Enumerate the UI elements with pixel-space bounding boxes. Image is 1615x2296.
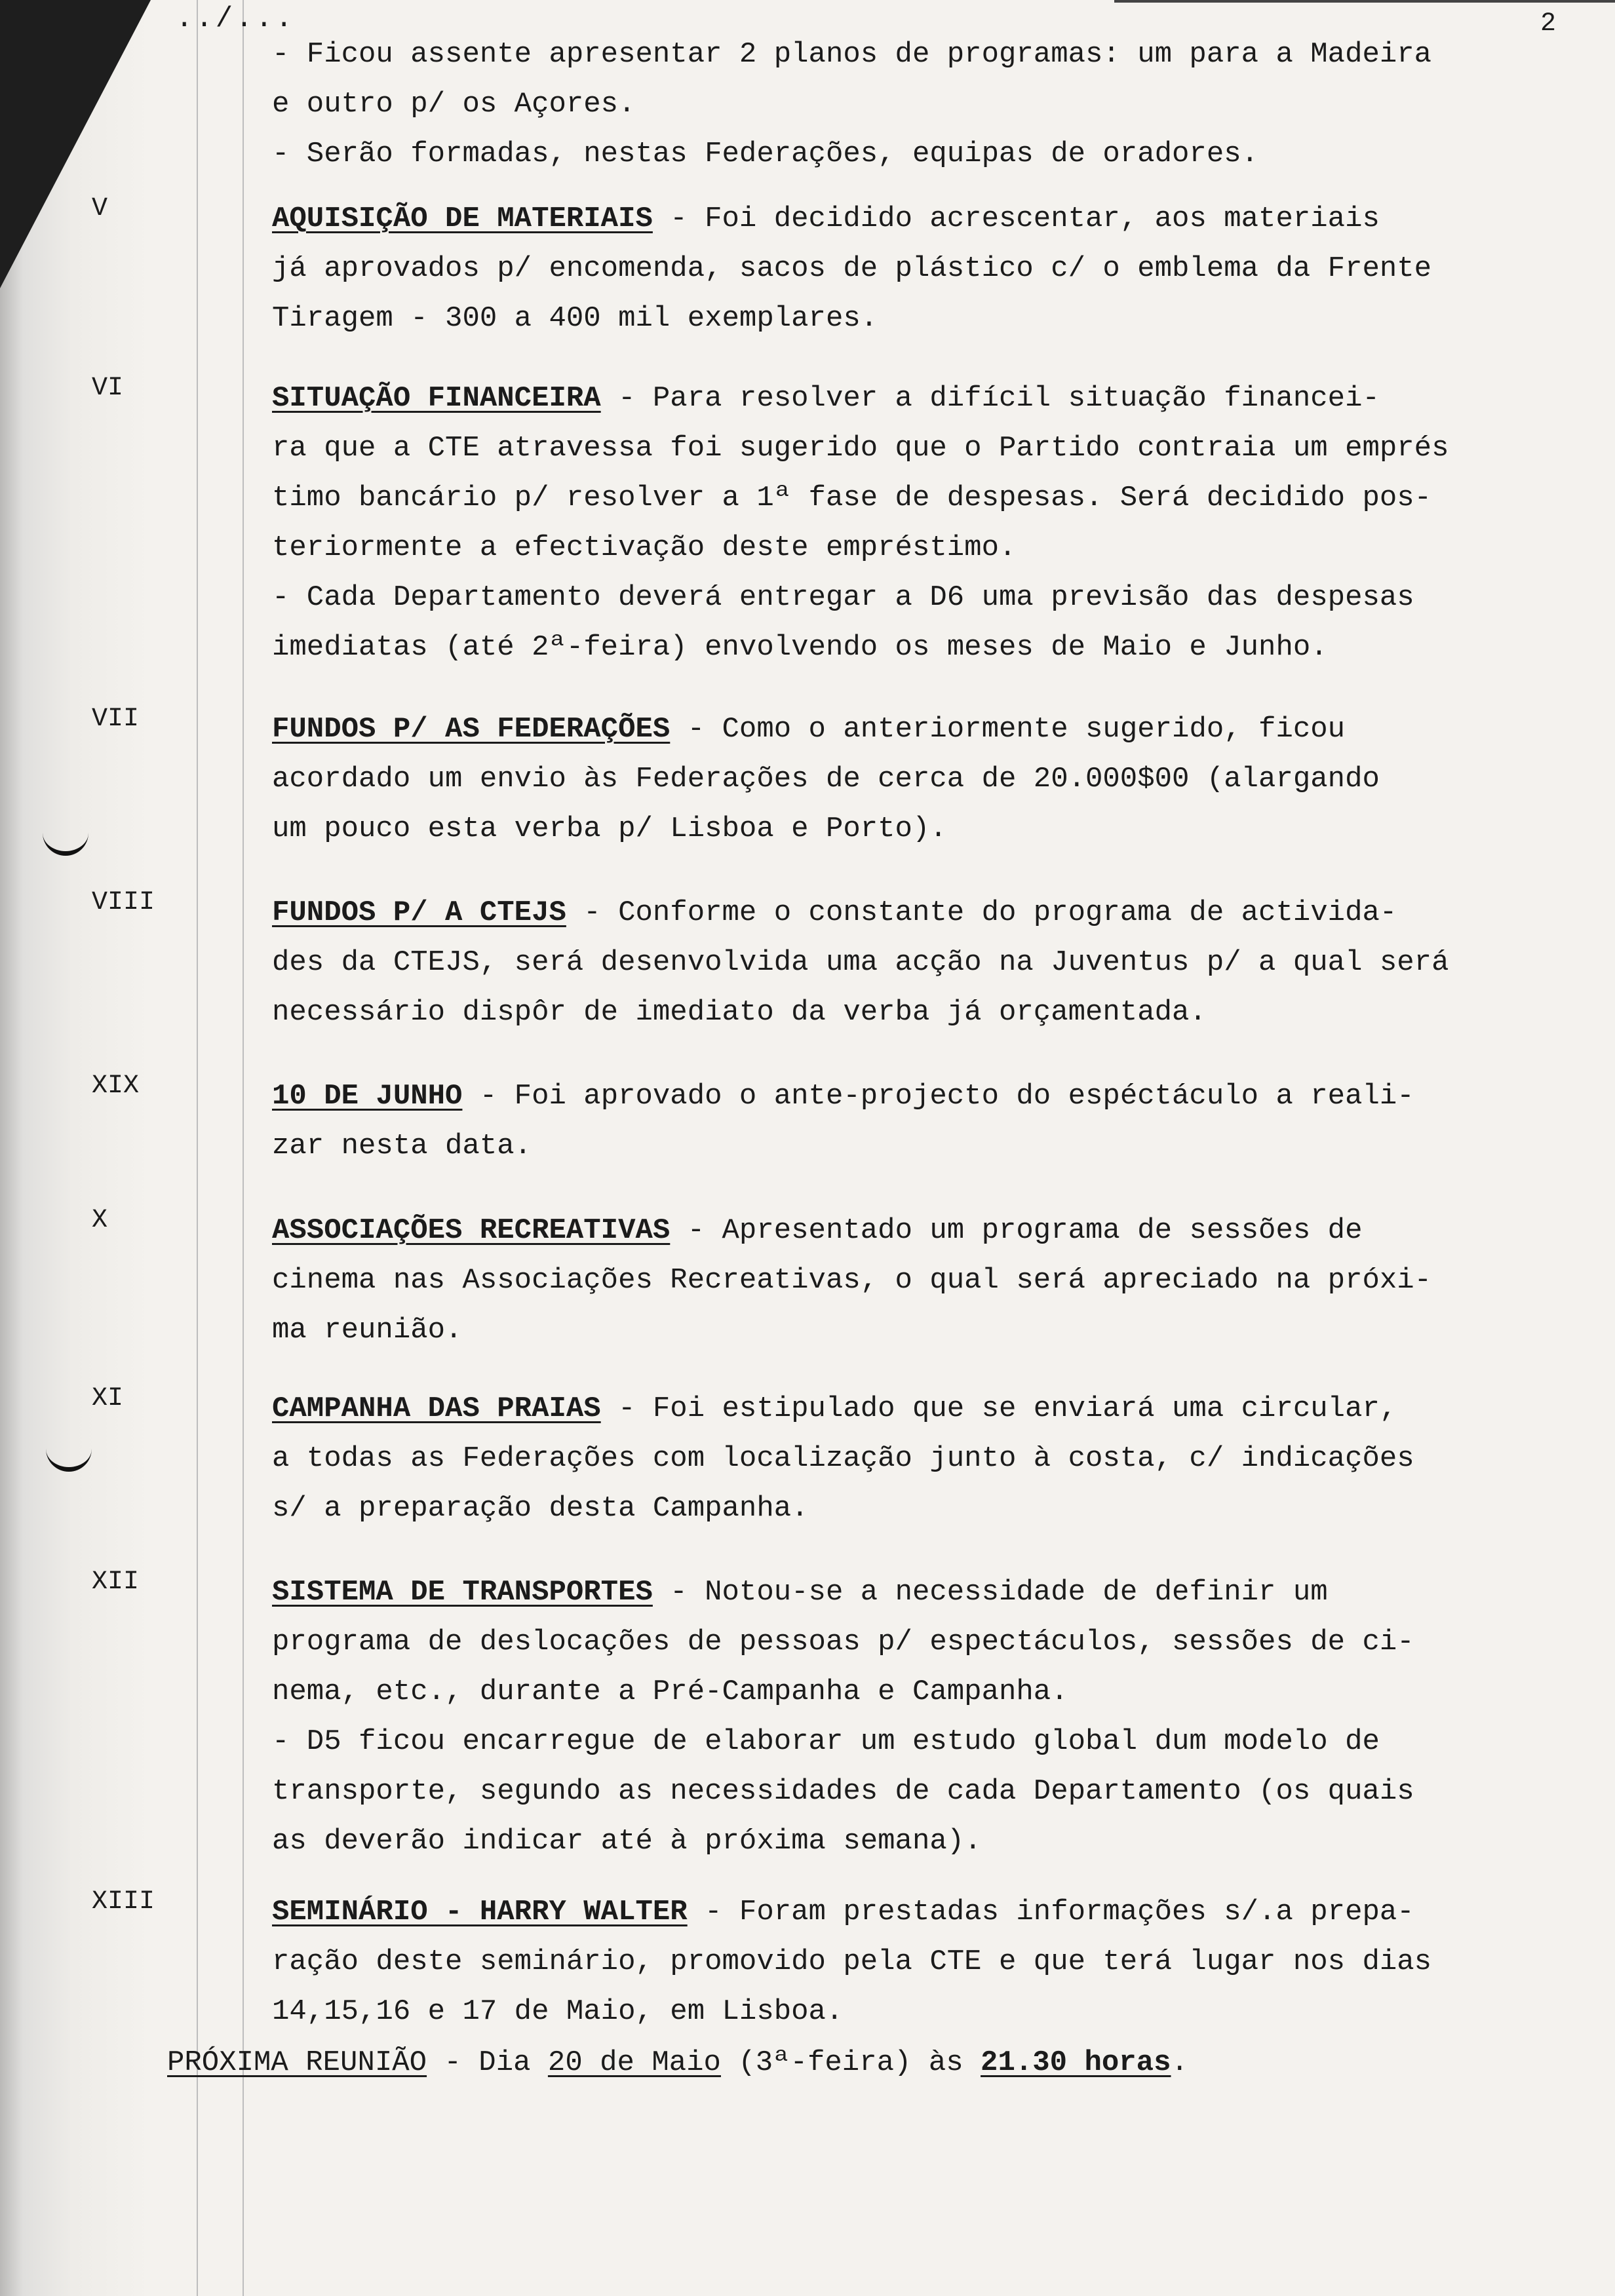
item-number: X [92,1206,108,1235]
item-title: FUNDOS P/ AS FEDERAÇÕES [272,713,671,746]
next-meeting-time: 21.30 horas [981,2046,1171,2079]
text-line: 14,15,16 e 17 de Maio, em Lisboa. [272,1995,844,2028]
text-line: - Dia [427,2046,548,2079]
text-line: - Foram prestadas informações s/.a prepa- [687,1896,1414,1928]
text-line: - Como o anteriormente sugerido, ficou [670,713,1346,746]
text-line: Tiragem - 300 a 400 mil exemplares. [272,302,878,335]
text-line: transporte, segundo as necessidades de cada Departamento (os quais [272,1775,1414,1808]
continuation-mark: ../... [176,3,296,35]
intro-paragraph [272,29,1589,179]
item-title: SEMINÁRIO - HARRY WALTER [272,1896,688,1928]
text-line: necessário dispôr de imediato da verba já orçamentada. [272,996,1207,1029]
item-paragraph [272,1887,1589,2037]
text-line: des da CTEJS, será desenvolvida uma acção na Juventus p/ a qual será [272,946,1449,979]
text-line: programa de deslocações de pessoas p/ espectáculos, sessões de ci- [272,1626,1414,1658]
item-paragraph [272,704,1589,854]
item-paragraph [272,1384,1589,1533]
text-line: cinema nas Associações Recreativas, o qual será apreciado na próxi- [272,1264,1432,1297]
item-paragraph [272,888,1589,1037]
text-line: - Serão formadas, nestas Federações, equipas de oradores. [272,138,1259,170]
item-paragraph [272,194,1589,343]
item-number: V [92,194,108,223]
text-line: - Cada Departamento deverá entregar a D6 uma previsão das despesas [272,581,1414,614]
text-line: - Foi aprovado o ante-projecto do espéctáculo a reali- [462,1080,1414,1113]
next-meeting-line [167,2038,1576,2088]
item-number: XIX [92,1071,140,1101]
text-line: - D5 ficou encarregue de elaborar um estudo global dum modelo de [272,1725,1380,1758]
item-paragraph [272,373,1589,672]
text-line: - Ficou assente apresentar 2 planos de programas: um para a Madeira [272,38,1432,71]
item-title: FUNDOS P/ A CTEJS [272,896,566,929]
scan-edge-shading [0,0,151,2296]
text-line: s/ a preparação desta Campanha. [272,1492,809,1525]
item-number: XII [92,1567,140,1597]
item-title: ASSOCIAÇÕES RECREATIVAS [272,1214,671,1247]
page-number: 2 [1540,9,1557,39]
text-line: acordado um envio às Federações de cerca de 20.000$00 (alargando [272,763,1380,795]
text-line: ra que a CTE atravessa foi sugerido que o Partido contraia um emprés [272,432,1449,465]
text-line: um pouco esta verba p/ Lisboa e Porto). [272,813,947,845]
item-title: SISTEMA DE TRANSPORTES [272,1576,653,1609]
text-line: - Apresentado um programa de sessões de [670,1214,1363,1247]
text-line: imediatas (até 2ª-feira) envolvendo os meses de Maio e Junho. [272,631,1328,664]
text-line: - Notou-se a necessidade de definir um [652,1576,1328,1609]
text-line: a todas as Federações com localização junto à costa, c/ indicações [272,1442,1414,1475]
text-line: as deverão indicar até à próxima semana). [272,1825,982,1858]
text-line: teriormente a efectivação deste empréstimo. [272,531,1017,564]
text-line: timo bancário p/ resolver a 1ª fase de despesas. Será decidido pos- [272,482,1432,514]
next-meeting-label: PRÓXIMA REUNIÃO [167,2046,427,2079]
scan-corner-shadow [0,0,151,288]
text-line: . [1171,2046,1188,2079]
text-line: zar nesta data. [272,1130,532,1162]
text-line: - Conforme o constante do programa de activida- [566,896,1397,929]
text-line: - Para resolver a difícil situação financei- [600,382,1380,415]
text-line: nema, etc., durante a Pré-Campanha e Campanha. [272,1675,1068,1708]
next-meeting-date: 20 de Maio [547,2046,721,2079]
margin-line [243,0,244,2296]
text-line: e outro p/ os Açores. [272,88,636,121]
item-title: CAMPANHA DAS PRAIAS [272,1392,601,1425]
text-line: ração deste seminário, promovido pela CTE e que terá lugar nos dias [272,1945,1432,1978]
text-line: ma reunião. [272,1314,463,1347]
item-title: SITUAÇÃO FINANCEIRA [272,382,601,415]
margin-line [197,0,198,2296]
item-number: VIII [92,888,155,917]
item-number: XI [92,1384,124,1413]
item-number: VII [92,704,140,734]
text-line: - Foi decidido acrescentar, aos materiais [652,202,1380,235]
item-paragraph [272,1567,1589,1866]
item-title: AQUISIÇÃO DE MATERIAIS [272,202,653,235]
text-line: (3ª-feira) às [720,2046,981,2079]
item-title: 10 DE JUNHO [272,1080,463,1113]
item-number: XIII [92,1887,155,1917]
item-number: VI [92,373,124,403]
item-paragraph [272,1071,1589,1171]
top-edge-line [1114,0,1615,3]
text-line: - Foi estipulado que se enviará uma circular, [600,1392,1397,1425]
text-line: já aprovados p/ encomenda, sacos de plástico c/ o emblema da Frente [272,252,1432,285]
item-paragraph [272,1206,1589,1355]
